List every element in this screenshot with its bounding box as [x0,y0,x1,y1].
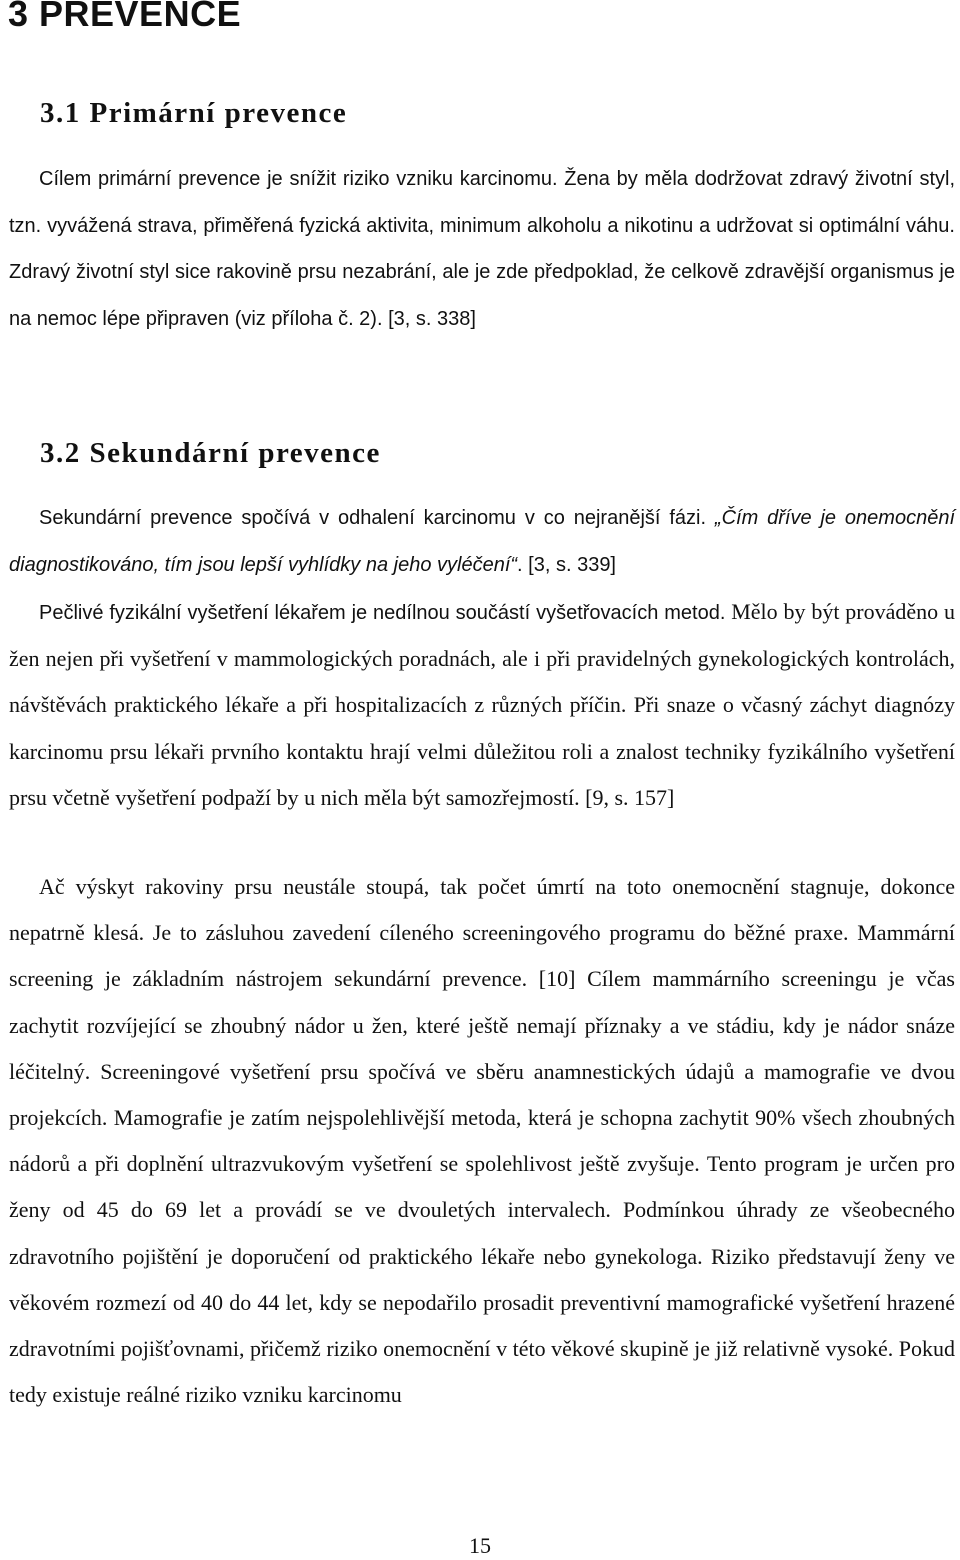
section-title-secondary-prevention: 3.2 Sekundární prevence [40,437,381,469]
section-title-primary-prevention: 3.1 Primární prevence [40,97,348,129]
paragraph-screening [9,864,955,1418]
paragraph-text: Ač výskyt rakoviny prsu neustále stoupá, tak počet úmrtí na toto onemocnění stagnuje, dokonce nepatrně klesá. Je to zásluhou zavedení cíleného screeningového programu do běžné praxe. Mammární screening je základním nástrojem sekundární prevence. [10] Cílem mammárního screeningu je včas zachytit rozvíjející se zhoubný nádor u žen, které ještě nemají příznaky a ve stádiu, kdy je nádor snáze léčitelný. Screeningové vyšetření prsu spočívá ve sběru anamnestických údajů a mamografie ve dvou projekcích. Mamografie je zatím nejspolehlivější metoda, která je schopna zachytit 90% všech zhoubných nádorů a při doplnění ultrazvukovým vyšetření se spolehlivost ještě zvyšuje. Tento program je určen pro ženy od 45 do 69 let a provádí se ve dvouletých intervalech. Podmínkou úhrady ze všeobecného zdravotního pojištění je doporučení od praktického lékaře nebo gynekologa. Riziko představují ženy ve věkovém rozmezí od 40 do 44 let, kdy se nepodařilo prosadit preventivní mamografické vyšetření hrazené zdravotními pojišťovnami, přičemž riziko onemocnění v této věkové skupině je již relativně vysoké. Pokud tedy existuje reálné riziko vzniku karcinomu [9,874,955,1408]
paragraph-text: Cílem primární prevence je snížit riziko vzniku karcinomu. Žena by měla dodržovat zdravý životní styl, tzn. vyvážená strava, přiměřená fyzická aktivita, minimum alkoholu a nikotinu a udržovat si optimální váhu. Zdravý životní styl sice rakovině prsu nezabrání, ale je zde předpoklad, že celkově zdravější organismus je na nemoc lépe připraven (viz příloha č. 2). [3, s. 338] [9,168,955,330]
paragraph-physical-examination [9,589,955,821]
paragraph-text: Sekundární prevence spočívá v odhalení karcinomu v co nejranější fázi. [39,507,715,529]
citation-text: . [3, s. 339] [517,553,616,576]
page-number: 15 [469,1533,491,1558]
paragraph-lead-text: Pečlivé fyzikální vyšetření lékařem je nedílnou součástí vyšetřovacích metod. [39,602,726,624]
chapter-title: 3 PREVENCE [8,0,242,34]
paragraph-primary-prevention [9,156,955,342]
paragraph-text: Mělo by být prováděno u žen nejen při vyšetření v mammologických poradnách, ale i při pravidelných gynekologických kontrolách, návštěvách praktického lékaře a při hospitalizacích z různých příčin. Při snaze o včasný záchyt diagnózy karcinomu prsu lékaři prvního kontaktu hrají velmi důležitou roli a znalost techniky fyzikálního vyšetření prsu včetně vyšetření podpaží by u nich měla být samozřejmostí. [9, s. 157] [9,599,955,810]
paragraph-secondary-intro [9,495,955,588]
quote-text: „Čím dříve je onemocnění diagnostikováno, tím jsou lepší vyhlídky na jeho vyléčení“ [9,507,955,576]
